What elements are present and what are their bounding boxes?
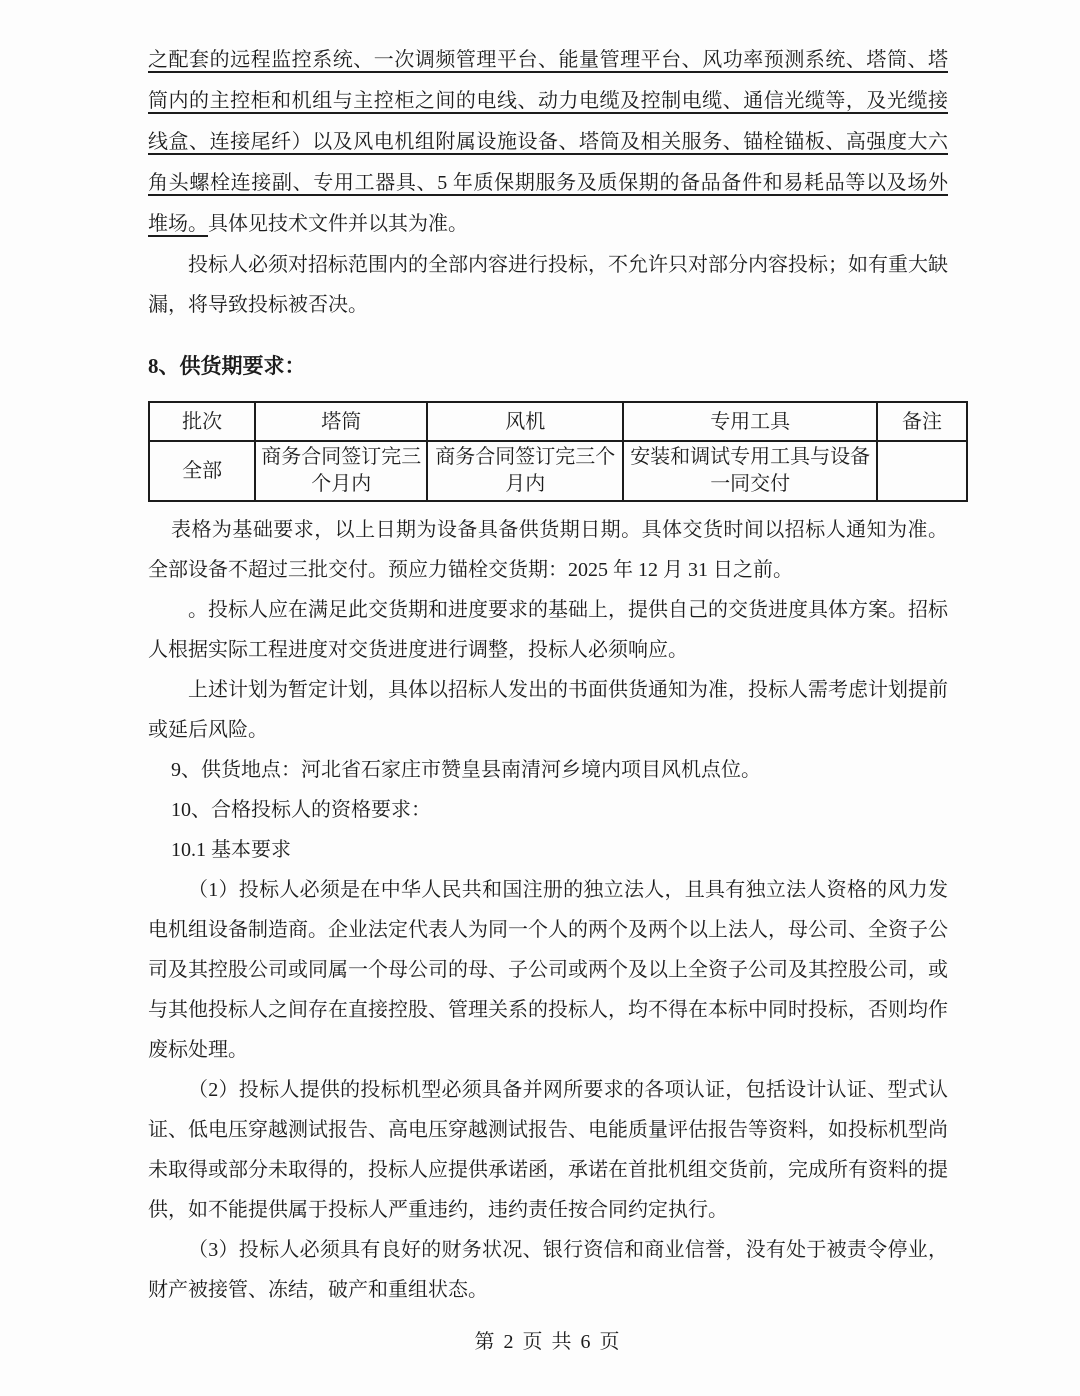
col-header-remarks: 备注 <box>877 402 967 441</box>
scope-line-text: 角头螺栓连接副、专用工器具、5 年质保期服务及质保期的备品备件和易耗品等以及场外 <box>148 172 948 194</box>
scope-continuation-paragraph <box>148 40 948 245</box>
page-number: 第 2 页 共 6 页 <box>474 1331 622 1353</box>
paragraph-tentative-plan: 上述计划为暂定计划，具体以招标人发出的书面供货通知为准，投标人需考虑计划提前或延后风险。 <box>148 679 948 741</box>
qualification-item-2: （2）投标人提供的投标机型必须具备并网所要求的各项认证，包括设计认证、型式认证、低电压穿越测试报告、高电压穿越测试报告、电能质量评估报告等资料，如投标机型尚未取得或部分未取得的，投标人应提供承诺函，承诺在首批机组交货前，完成所有资料的提供，如不能提供属于投标人严重违约，违约责任按合同约定执行。 <box>148 1079 948 1221</box>
table-note-line <box>148 510 948 550</box>
scope-last-rest: 具体见技术文件并以其为准。 <box>208 213 468 235</box>
scope-line <box>148 163 948 204</box>
section9-heading: 9、供货地点：河北省石家庄市赞皇县南清河乡境内项目风机点位。 <box>171 759 761 781</box>
qualification-item-1: （1）投标人必须是在中华人民共和国注册的独立法人，且具有独立法人资格的风力发电机组设备制造商。企业法定代表人为同一个人的两个及两个以上法人，母公司、全资子公司及其控股公司或同属一个母公司的母、子公司或两个及以上全资子公司及其控股公司，或与其他投标人之间存在直接控股、管理关系的投标人，均不得在本标中同时投标，否则均作废标处理。 <box>148 879 948 1061</box>
paragraph-table-note <box>148 510 948 590</box>
table-note-line-text: 表格为基础要求，以上日期为设备具备供货期日期。具体交货时间以招标人通知为准。 <box>171 519 948 541</box>
scope-line <box>148 81 948 122</box>
cell-turbine-schedule: 商务合同签订完三个月内 <box>427 441 623 501</box>
scope-line <box>148 40 948 81</box>
section8-heading: 8、供货期要求： <box>148 354 306 378</box>
cell-remarks <box>877 441 967 501</box>
scope-line-text: 筒内的主控柜和机组与主控柜之间的电线、动力电缆及控制电缆、通信光缆等，及光缆接 <box>148 90 948 112</box>
col-header-special-tools: 专用工具 <box>623 402 877 441</box>
section10-1-heading: 10.1 基本要求 <box>171 839 291 861</box>
col-header-batch: 批次 <box>149 402 255 441</box>
scope-line <box>148 122 948 163</box>
section10-heading: 10、合格投标人的资格要求： <box>171 799 431 821</box>
paragraph-bid-scope: 投标人必须对招标范围内的全部内容进行投标，不允许只对部分内容投标；如有重大缺漏，将导致投标被否决。 <box>148 254 948 316</box>
qualification-item-3: （3）投标人必须具有良好的财务状况、银行资信和商业信誉，没有处于被责令停业，财产被接管、冻结，破产和重组状态。 <box>148 1239 948 1301</box>
table-note-line <box>148 550 948 590</box>
scope-last-line <box>148 204 948 245</box>
scope-line-text: 之配套的远程监控系统、一次调频管理平台、能量管理平台、风功率预测系统、塔筒、塔 <box>148 49 948 71</box>
scope-line-text: 线盒、连接尾纤）以及风电机组附属设施设备、塔筒及相关服务、锚栓锚板、高强度大六 <box>148 131 948 153</box>
table-row <box>149 441 967 501</box>
cell-tower-schedule: 商务合同签订完三个月内 <box>255 441 427 501</box>
col-header-tower: 塔筒 <box>255 402 427 441</box>
delivery-schedule-table <box>148 401 968 502</box>
table-note-line-text: 全部设备不超过三批交付。预应力锚栓交货期：2025 年 12 月 31 日之前。 <box>148 559 793 581</box>
paragraph-delivery-plan: 。投标人应在满足此交货期和进度要求的基础上，提供自己的交货进度具体方案。招标人根据实际工程进度对交货进度进行调整，投标人必须响应。 <box>148 599 948 661</box>
cell-batch: 全部 <box>149 441 255 501</box>
cell-tools-schedule: 安装和调试专用工具与设备一同交付 <box>623 441 877 501</box>
col-header-turbine: 风机 <box>427 402 623 441</box>
scope-last-underlined: 堆场。 <box>148 213 208 235</box>
table-header-row <box>149 402 967 441</box>
